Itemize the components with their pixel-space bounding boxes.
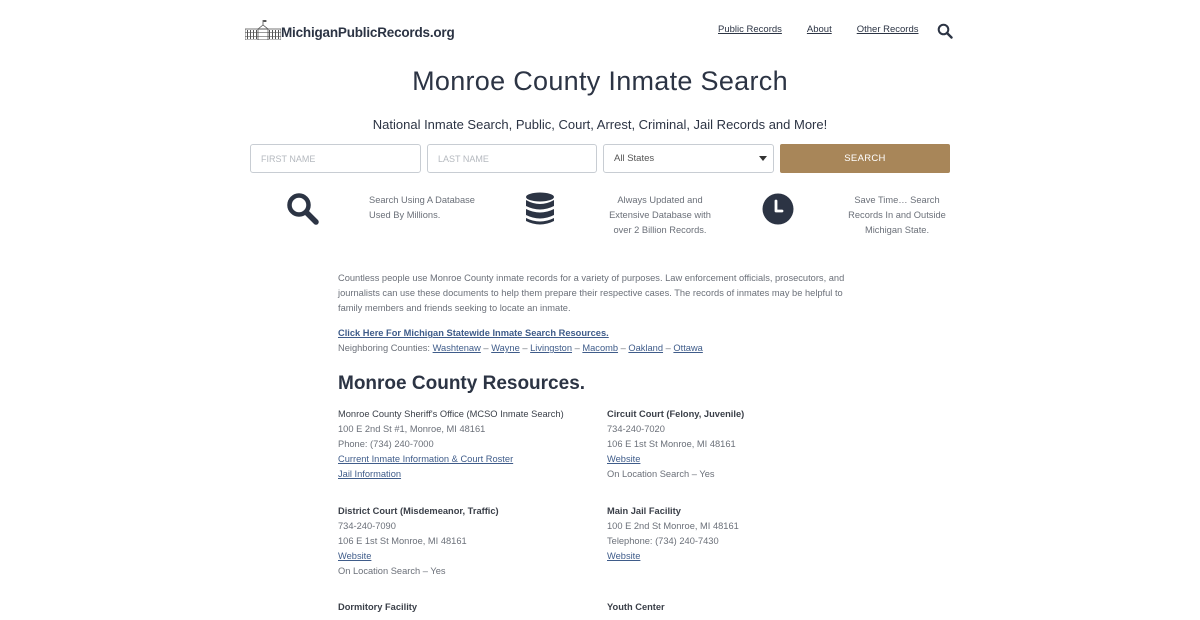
feature-line: Michigan State.	[864, 225, 930, 235]
feature-line: Records In and Outside	[848, 210, 946, 220]
feature-text-save-time	[836, 193, 958, 238]
search-button[interactable]: SEARCH	[780, 144, 950, 173]
page-subtitle: National Inmate Search, Public, Court, Arrest, Criminal, Jail Records and More!	[372, 117, 828, 132]
database-icon	[524, 192, 556, 226]
resource-note: On Location Search – Yes	[607, 469, 715, 479]
resource-name: Monroe County Sheriff's Office (MCSO Inmate Search)	[338, 409, 564, 419]
website-link[interactable]: Website	[607, 454, 641, 464]
resource-sheriff-office	[338, 407, 564, 482]
resource-address: 106 E 1st St Monroe, MI 48161	[338, 536, 467, 546]
feature-line: Save Time… Search	[854, 195, 940, 205]
feature-line: Used By Millions.	[369, 210, 441, 220]
resource-name: District Court (Misdemeanor, Traffic)	[338, 506, 499, 516]
resource-circuit-court	[607, 407, 744, 482]
feature-line: over 2 Billion Records.	[613, 225, 707, 235]
county-link-ottawa[interactable]: Ottawa	[673, 343, 703, 353]
search-icon[interactable]	[937, 23, 953, 39]
current-inmate-info-link[interactable]: Current Inmate Information & Court Roster	[338, 454, 514, 464]
separator: –	[483, 343, 489, 353]
last-name-input[interactable]	[427, 144, 597, 173]
jail-information-link[interactable]: Jail Information	[338, 469, 402, 479]
resource-phone: Telephone: (734) 240-7430	[607, 536, 719, 546]
resource-name: Circuit Court (Felony, Juvenile)	[607, 409, 745, 419]
separator: –	[574, 343, 580, 353]
feature-line: Always Updated and	[617, 195, 703, 205]
state-select[interactable]	[603, 144, 774, 173]
resource-name: Youth Center	[607, 602, 665, 612]
neighbors-label: Neighboring Counties:	[338, 343, 430, 353]
site-logo[interactable]	[245, 18, 455, 40]
county-link-livingston[interactable]: Livingston	[530, 343, 573, 353]
feature-line: Extensive Database with	[609, 210, 711, 220]
intro-paragraph: Countless people use Monroe County inmate records for a variety of purposes. Law enforcement officials, prosecutors, and journalists can use these documents to help them prepare their respective cases. The records of inmates may be helpful to family members and friends seeking to locate an inmate.	[338, 273, 845, 313]
resource-phone: Phone: (734) 240-7000	[338, 439, 434, 449]
clock-icon	[762, 193, 794, 225]
resource-phone: 734-240-7090	[338, 521, 396, 531]
county-link-wayne[interactable]: Wayne	[491, 343, 520, 353]
resource-name: Main Jail Facility	[607, 506, 681, 516]
county-link-oakland[interactable]: Oakland	[628, 343, 664, 353]
nav-about[interactable]: About	[806, 24, 832, 35]
nav-public-records[interactable]: Public Records	[718, 24, 782, 35]
first-name-input[interactable]	[250, 144, 421, 173]
website-link[interactable]: Website	[338, 551, 372, 561]
website-link[interactable]: Website	[607, 551, 641, 561]
resource-address: 106 E 1st St Monroe, MI 48161	[607, 439, 736, 449]
resource-address: 100 E 2nd St Monroe, MI 48161	[607, 521, 739, 531]
page-title: Monroe County Inmate Search	[412, 66, 788, 96]
nav-other-records[interactable]: Other Records	[856, 24, 919, 35]
resource-phone: 734-240-7020	[607, 424, 665, 434]
feature-text-updated	[600, 193, 720, 238]
site-header	[0, 0, 1200, 62]
resource-note: On Location Search – Yes	[338, 566, 446, 576]
feature-line: Search Using A Database	[369, 195, 475, 205]
main-nav	[718, 24, 944, 35]
capitol-building-icon	[245, 20, 281, 40]
logo-text: MichiganPublicRecords.org	[281, 25, 455, 40]
search-icon	[286, 192, 320, 226]
neighboring-counties	[338, 341, 703, 356]
state-select-value: All States	[614, 153, 655, 164]
separator: –	[522, 343, 528, 353]
resource-address: 100 E 2nd St #1, Monroe, MI 48161	[338, 424, 486, 434]
resource-main-jail	[607, 504, 739, 564]
county-link-washtenaw[interactable]: Washtenaw	[432, 343, 481, 353]
resource-dormitory	[338, 600, 417, 615]
resource-name: Dormitory Facility	[338, 602, 418, 612]
separator: –	[665, 343, 671, 353]
resource-district-court	[338, 504, 499, 579]
chevron-down-icon	[759, 156, 767, 161]
resources-title: Monroe County Resources.	[338, 373, 586, 394]
separator: –	[620, 343, 626, 353]
statewide-resources-link[interactable]: Click Here For Michigan Statewide Inmate Search Resources.	[338, 328, 609, 338]
resource-youth-center	[607, 600, 665, 615]
feature-text-database	[369, 193, 475, 223]
county-link-macomb[interactable]: Macomb	[582, 343, 619, 353]
